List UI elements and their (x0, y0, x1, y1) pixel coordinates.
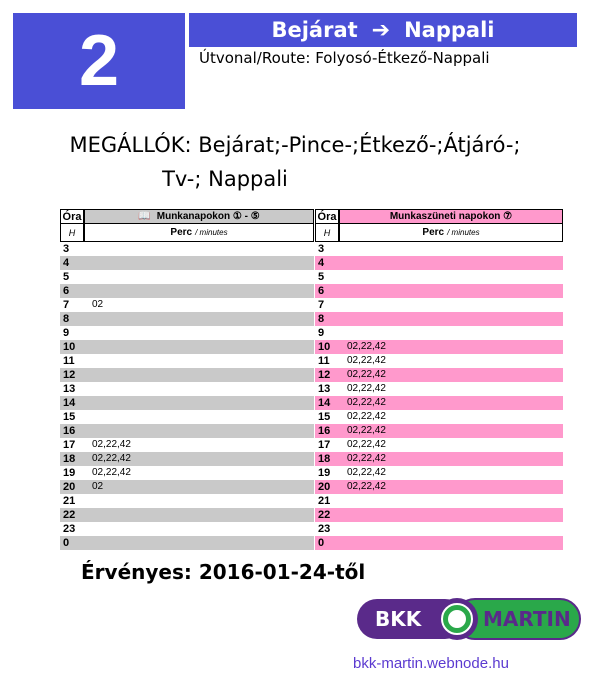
direction-bar (189, 13, 577, 47)
hour-cell: 4 (60, 256, 84, 270)
logo-bkk: BKK (375, 607, 422, 631)
weekday-minutes (84, 494, 314, 508)
timetable-row (60, 298, 563, 312)
timetable-row (60, 382, 563, 396)
hour-cell-holiday: 23 (315, 522, 339, 536)
hour-cell-holiday: 17 (315, 438, 339, 452)
holiday-minutes: 02,22,42 (339, 396, 563, 410)
timetable-row (60, 326, 563, 340)
route-line: Útvonal/Route: Folyosó-Étkező-Nappali (199, 49, 490, 67)
timetable-row (60, 284, 563, 298)
holiday-minutes: 02,22,42 (339, 368, 563, 382)
weekday-minutes (84, 382, 314, 396)
holiday-minutes: 02,22,42 (339, 480, 563, 494)
weekday-minutes: 02 (84, 480, 314, 494)
hour-cell-holiday: 8 (315, 312, 339, 326)
holiday-minutes (339, 312, 563, 326)
hour-cell-holiday: 4 (315, 256, 339, 270)
timetable-row (60, 368, 563, 382)
holiday-minutes: 02,22,42 (339, 424, 563, 438)
timetable-row (60, 410, 563, 424)
weekday-minutes (84, 242, 314, 256)
timetable-row (60, 452, 563, 466)
weekday-header (84, 209, 314, 224)
weekday-minutes (84, 326, 314, 340)
hour-sub-header: H (60, 223, 84, 242)
hour-cell-holiday: 16 (315, 424, 339, 438)
hour-cell: 8 (60, 312, 84, 326)
holiday-minute-header (339, 223, 563, 242)
hour-cell: 16 (60, 424, 84, 438)
valid-from: Érvényes: 2016-01-24-től (81, 560, 366, 584)
hour-cell-holiday: 15 (315, 410, 339, 424)
holiday-minutes (339, 256, 563, 270)
holiday-minutes (339, 494, 563, 508)
hour-cell: 23 (60, 522, 84, 536)
hour-cell-holiday: 11 (315, 354, 339, 368)
hour-cell: 20 (60, 480, 84, 494)
holiday-perc: Perc (422, 227, 445, 238)
weekday-minutes (84, 340, 314, 354)
hour-cell-holiday: 21 (315, 494, 339, 508)
weekday-minute-header (84, 223, 314, 242)
hour-cell: 0 (60, 536, 84, 550)
hour-cell-holiday: 12 (315, 368, 339, 382)
weekday-minutes (84, 410, 314, 424)
holiday-title: Munkaszüneti napokon ⑦ (389, 211, 513, 222)
hour-cell: 7 (60, 298, 84, 312)
timetable-row (60, 354, 563, 368)
hour-cell: 21 (60, 494, 84, 508)
hour-cell: 22 (60, 508, 84, 522)
weekday-minutes (84, 312, 314, 326)
weekday-minutes (84, 424, 314, 438)
website-link[interactable]: bkk-martin.webnode.hu (353, 655, 509, 672)
weekday-minutes (84, 536, 314, 550)
holiday-minutes (339, 326, 563, 340)
weekday-perc: Perc (170, 227, 193, 238)
holiday-minutes (339, 508, 563, 522)
weekday-minutes: 02 (84, 298, 314, 312)
timetable-row (60, 438, 563, 452)
holiday-minutes: 02,22,42 (339, 466, 563, 480)
hour-cell: 9 (60, 326, 84, 340)
holiday-minutes (339, 536, 563, 550)
hour-cell: 11 (60, 354, 84, 368)
holiday-minutes: 02,22,42 (339, 354, 563, 368)
holiday-minutes-sub: / minutes (447, 228, 480, 237)
weekday-minutes: 02,22,42 (84, 466, 314, 480)
hour-sub-header-2: H (315, 223, 339, 242)
hour-cell-holiday: 7 (315, 298, 339, 312)
weekday-minutes (84, 508, 314, 522)
timetable-row (60, 340, 563, 354)
logo-martin: MARTIN (483, 607, 571, 631)
hour-cell: 12 (60, 368, 84, 382)
book-icon: 📖 (138, 211, 151, 222)
holiday-minutes (339, 270, 563, 284)
timetable-row (60, 480, 563, 494)
holiday-header (339, 209, 563, 224)
timetable-row (60, 424, 563, 438)
hour-cell-holiday: 13 (315, 382, 339, 396)
arrow-right-icon: ➔ (371, 17, 391, 43)
hour-cell: 19 (60, 466, 84, 480)
route-number: 2 (78, 21, 120, 101)
timetable-row (60, 508, 563, 522)
timetable-row (60, 312, 563, 326)
bkk-martin-logo (355, 597, 582, 641)
hour-cell-holiday: 10 (315, 340, 339, 354)
weekday-title: Munkanapokon ① - ⑤ (156, 211, 260, 222)
holiday-minutes (339, 522, 563, 536)
direction-from: Bejárat (271, 18, 358, 42)
timetable-row (60, 242, 563, 256)
hour-cell-holiday: 19 (315, 466, 339, 480)
hour-cell: 17 (60, 438, 84, 452)
hour-cell-holiday: 0 (315, 536, 339, 550)
hour-header: Óra (60, 209, 84, 224)
weekday-minutes (84, 396, 314, 410)
stops-line-1: MEGÁLLÓK: Bejárat;-Pince-;Étkező-;Átjáró-; (69, 133, 521, 157)
timetable-row (60, 522, 563, 536)
direction-to: Nappali (404, 18, 495, 42)
timetable-rows (60, 242, 563, 550)
hour-cell: 18 (60, 452, 84, 466)
weekday-minutes (84, 522, 314, 536)
hour-cell: 13 (60, 382, 84, 396)
hour-cell: 5 (60, 270, 84, 284)
weekday-minutes (84, 368, 314, 382)
holiday-minutes (339, 284, 563, 298)
stops-list (0, 128, 590, 196)
holiday-minutes: 02,22,42 (339, 452, 563, 466)
hour-cell-holiday: 5 (315, 270, 339, 284)
hour-cell: 15 (60, 410, 84, 424)
holiday-minutes (339, 298, 563, 312)
hour-cell-holiday: 20 (315, 480, 339, 494)
weekday-minutes (84, 354, 314, 368)
stops-line-2: Tv-; Nappali (162, 167, 288, 191)
holiday-minutes: 02,22,42 (339, 382, 563, 396)
hour-cell: 6 (60, 284, 84, 298)
route-number-box (13, 13, 185, 109)
hour-cell-holiday: 14 (315, 396, 339, 410)
weekday-minutes: 02,22,42 (84, 438, 314, 452)
hour-cell: 10 (60, 340, 84, 354)
hour-cell-holiday: 9 (315, 326, 339, 340)
weekday-minutes-sub: / minutes (195, 228, 228, 237)
timetable-row (60, 270, 563, 284)
hour-cell-holiday: 6 (315, 284, 339, 298)
weekday-minutes (84, 270, 314, 284)
weekday-minutes (84, 284, 314, 298)
hour-cell-holiday: 22 (315, 508, 339, 522)
holiday-minutes: 02,22,42 (339, 340, 563, 354)
weekday-minutes: 02,22,42 (84, 452, 314, 466)
timetable-row (60, 466, 563, 480)
hour-header-2: Óra (315, 209, 339, 224)
holiday-minutes (339, 242, 563, 256)
timetable-row (60, 494, 563, 508)
hour-cell-holiday: 3 (315, 242, 339, 256)
holiday-minutes: 02,22,42 (339, 438, 563, 452)
timetable-row (60, 536, 563, 550)
weekday-minutes (84, 256, 314, 270)
hour-cell: 14 (60, 396, 84, 410)
holiday-minutes: 02,22,42 (339, 410, 563, 424)
timetable-row (60, 256, 563, 270)
hour-cell-holiday: 18 (315, 452, 339, 466)
timetable-row (60, 396, 563, 410)
hour-cell: 3 (60, 242, 84, 256)
